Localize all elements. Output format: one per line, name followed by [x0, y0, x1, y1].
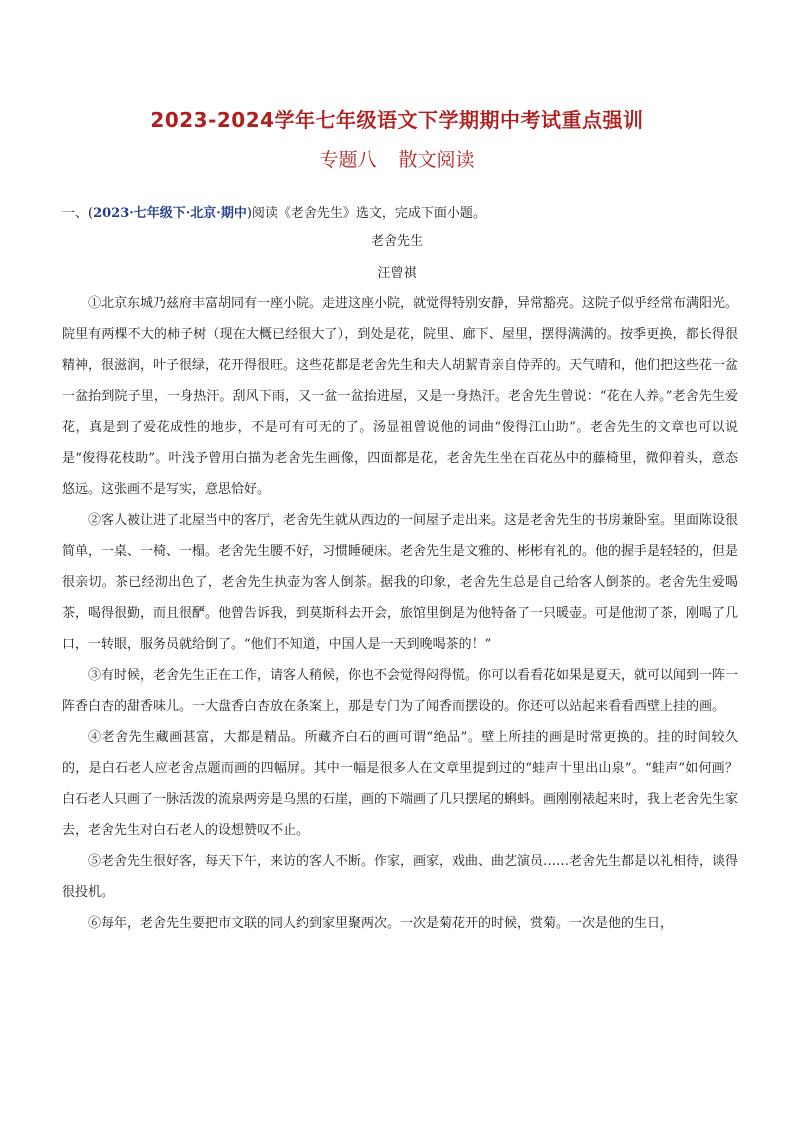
paragraph-4: ④老舍先生藏画甚富，大都是精品。所藏齐白石的画可谓“绝品”。壁上所挂的画是时常更换的。挂的时间较久的，是白石老人应老舍点题而画的四幅屏。其中一幅是很多人在文章里提到过的“蛙声十里出山泉”。“蛙声”如何画？白石老人只画了一脉活泼的流泉两旁是乌黑的石崖，画的下端画了几只摆尾的蝌蚪。画刚刚裱起来时，我上老舍先生家去，老舍先生对白石老人的设想赞叹不止。 — [62, 730, 739, 838]
passage-author: 汪曾祺 — [377, 266, 417, 281]
subtitle-topic-number: 专题八 — [319, 149, 377, 171]
question-stem — [62, 202, 742, 221]
passage-title: 老舍先生 — [370, 234, 423, 249]
paragraph-5: ⑤老舍先生很好客，每天下午，来访的客人不断。作家，画家，戏曲、曲艺演员……老舍先生都是以礼相待，谈得很投机。 — [62, 854, 739, 900]
question-prefix: 一、( — [62, 206, 94, 221]
page-title: 2023-2024学年七年级语文下学期期中考试重点强训 — [150, 108, 644, 132]
passage-body — [62, 288, 738, 939]
paragraph-6: ⑥每年，老舍先生要把市文联的同人约到家里聚两次。一次是菊花开的时候，赏菊。一次是他的生日， — [88, 916, 674, 931]
subtitle-topic-name: 散文阅读 — [398, 149, 475, 171]
paragraph-3: ③有时候，老舍先生正在工作，请客人稍候，你也不会觉得闷得慌。你可以看看花如果是夏天，就可以闻到一阵一阵香白杏的甜香味儿。一大盘香白杏放在条案上，那是专门为了闻香而摆设的。你还可以站起来看看西壁上挂的画。 — [62, 668, 739, 714]
question-source: 2023·七年级下·北京·期中 — [93, 206, 247, 221]
paragraph-1: ①北京东城乃兹府丰富胡同有一座小院。走进这座小院，就觉得特别安静，异常豁亮。这院子似乎经常布满阳光。院里有两棵不大的柿子树（现在大概已经很大了），到处是花，院里、廊下、屋里，摆得满满的。按季更换，都长得很精神，很滋润，叶子很绿，花开得很旺。这些花都是老舍先生和夫人胡絜青亲自侍弄的。天气晴和，他们把这些花一盆一盆抬到院子里，一身热汗。刮风下雨，又一盆一盆抬进屋，又是一身热汗。老舍先生曾说：“花在人养。”老舍先生爱花，真是到了爱花成性的地步，不是可有可无的了。汤显祖曾说他的词曲“俊得江山助”。老舍先生的文章也可以说是“俊得花枝助”。叶浅予曾用白描为老舍先生画像，四面都是花，老舍先生坐在百花丛中的藤椅里，微仰着头，意态悠远。这张画不是写实，意思恰好。 — [62, 296, 739, 497]
page-subtitle — [0, 145, 794, 172]
question-instruction: )阅读《老舍先生》选文，完成下面小题。 — [246, 206, 486, 221]
paragraph-2: ②客人被让进了北屋当中的客厅，老舍先生就从西边的一间屋子走出来。这是老舍先生的书房兼卧室。里面陈设很简单，一桌、一椅、一榻。老舍先生腰不好，习惯睡硬床。老舍先生是文雅的、彬彬有礼的。他的握手是轻轻的，但是很亲切。茶已经沏出色了，老舍先生执壶为客人倒茶。据我的印象，老舍先生总是自己给客人倒茶的。老舍先生爱喝茶，喝得很勤，而且很酽。他曾告诉我，到莫斯科去开会，旅馆里倒是为他特备了一只暖壶。可是他沏了茶，刚喝了几口，一转眼，服务员就给倒了。“他们不知道，中国人是一天到晚喝茶的！” — [62, 513, 739, 652]
